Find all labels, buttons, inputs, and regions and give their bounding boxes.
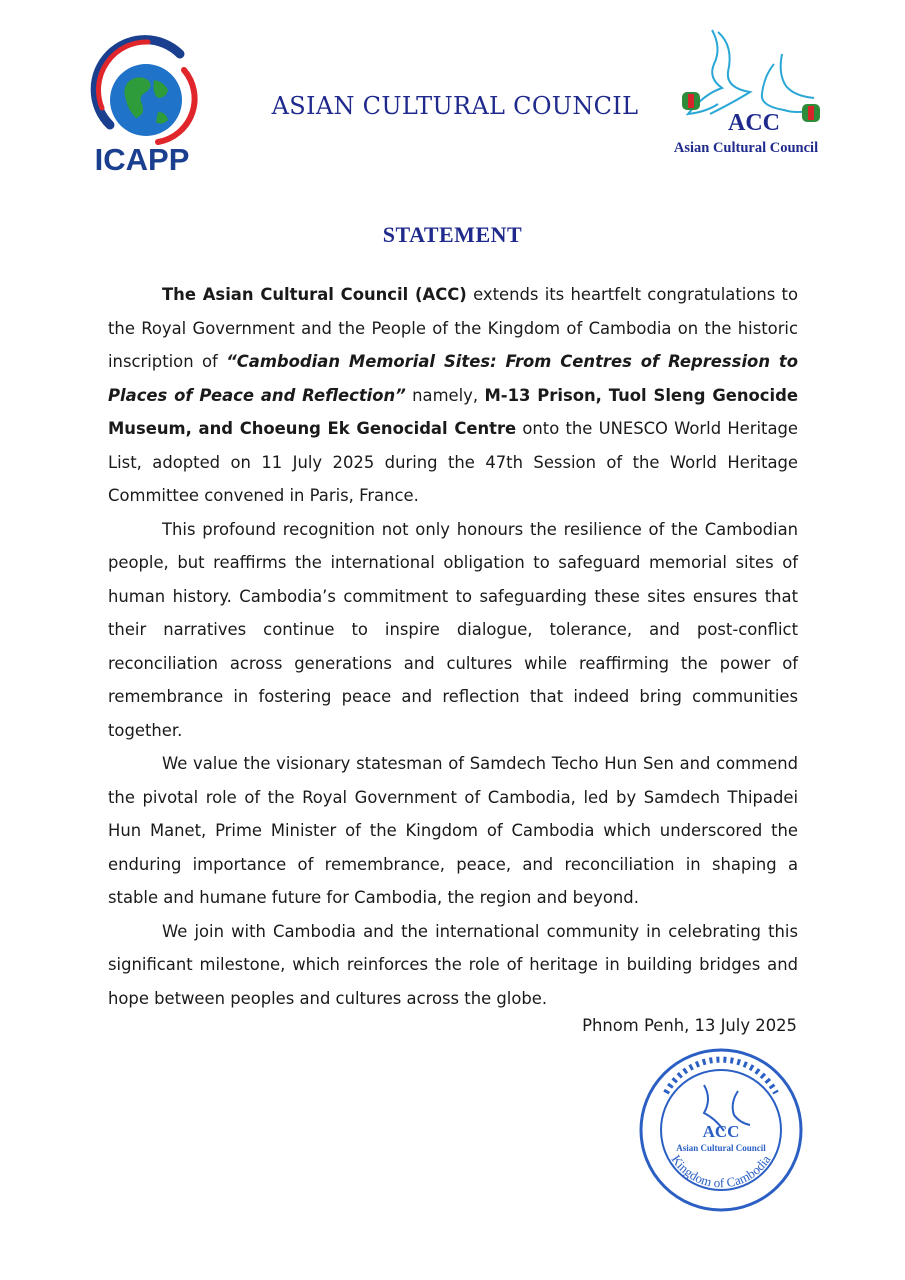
p1-text-c: onto the UNESCO World Heritage List, adopted on 11 July 2025 during the 47th Session of the World Heritage Committee convened in Paris, France.	[108, 419, 798, 505]
statement-heading: STATEMENT	[382, 222, 523, 247]
sites-title: “Cambodian Memorial Sites: From Centres of Repression to Places of Peace and Reflection”	[108, 352, 798, 405]
seal-name: Asian Cultural Council	[676, 1143, 766, 1153]
sites-list: M-13 Prison, Tuol Sleng Genocide Museum, and Choeung Ek Genocidal Centre	[108, 385, 798, 438]
icapp-logo	[88, 30, 206, 180]
acc-logo-name: Asian Cultural Council	[673, 140, 819, 156]
paragraph-2: This profound recognition not only honours the resilience of the Cambodian people, but reaffirms the international obligation to safeguard memorial sites of human history. Cambodia’s commitment to safeguarding these sites ensures that their narratives continue to inspire dialogue, tolerance, and post-conflict reconciliation across generations and cultures while reaffirming the power of remembrance in fostering peace and reflection that indeed bring communities together.	[108, 519, 798, 740]
place-date: Phnom Penh, 13 July 2025	[582, 1016, 797, 1035]
p1-text-b: namely,	[405, 385, 485, 405]
seal-abbr: ACC	[702, 1122, 740, 1141]
icapp-logo-text: ICAPP	[94, 142, 190, 177]
acc-name-bold: The Asian Cultural Council (ACC)	[162, 285, 467, 304]
seal-bottom-text: Kingdom of Cambodia	[668, 1152, 774, 1191]
paragraph-1	[108, 278, 798, 513]
paragraph-3: We value the visionary statesman of Samdech Techo Hun Sen and commend the pivotal role of the Royal Government of Cambodia, led by Samdech Thipadei Hun Manet, Prime Minister of the Kingdom of Cambodia which underscored the enduring importance of remembrance, peace, and reconciliation in shaping a stable and humane future for Cambodia, the region and beyond.	[108, 754, 798, 907]
acc-seal-stamp	[636, 1045, 806, 1215]
acc-logo-abbr: ACC	[728, 110, 780, 136]
acc-hands-logo	[662, 24, 837, 159]
paragraph-4: We join with Cambodia and the international community in celebrating this significant milestone, which reinforces the role of heritage in building bridges and hope between peoples and cultures across the globe.	[108, 921, 798, 1008]
p1-text-a: extends its heartfelt congratulations to the Royal Government and the People of the Kingdom of Cambodia on the historic inscription of	[108, 285, 799, 371]
svg-text:Kingdom of Cambodia	[668, 1152, 773, 1190]
header-title: ASIAN CULTURAL COUNCIL	[271, 92, 639, 120]
statement-body	[108, 278, 798, 1015]
